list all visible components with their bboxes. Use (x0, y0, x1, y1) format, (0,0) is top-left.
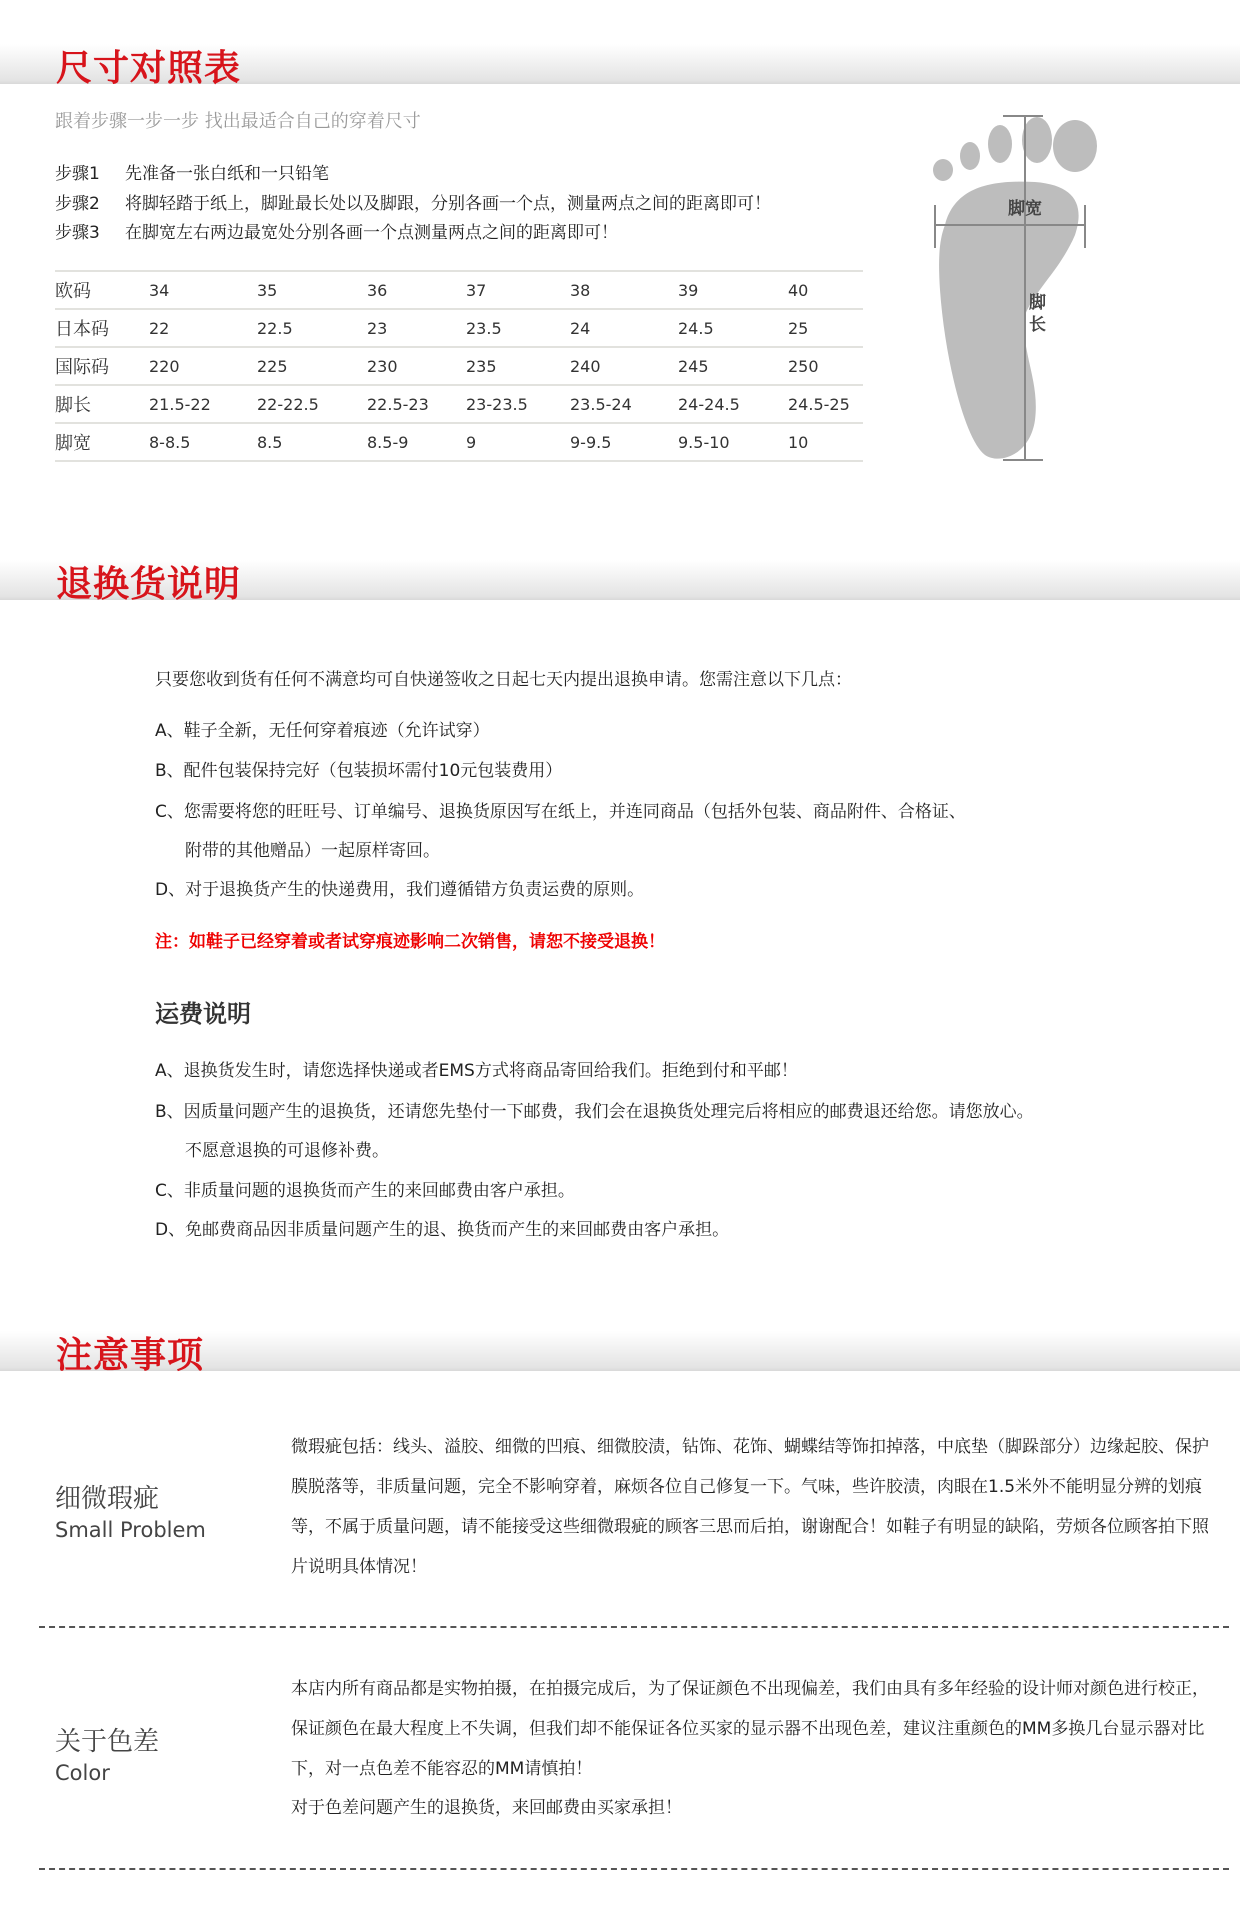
row-header: 脚宽 (55, 423, 149, 461)
size-cell: 245 (678, 347, 788, 385)
color-label: 关于色差 (55, 1727, 160, 1757)
size-table-row (55, 347, 863, 385)
step-label: 步骤3 (55, 223, 100, 243)
foot-length-label: 长 (1029, 315, 1046, 335)
size-cell: 22.5 (257, 309, 367, 347)
size-cell: 10 (788, 423, 863, 461)
divider (39, 1868, 1229, 1870)
step-text: 在脚宽左右两边最宽处分别各画一个点测量两点之间的距离即可！ (125, 223, 618, 243)
return-item: A、鞋子全新，无任何穿着痕迹（允许试穿） (155, 721, 490, 741)
size-cell: 22 (149, 309, 257, 347)
return-intro: 只要您收到货有任何不满意均可自快递签收之日起七天内提出退换申请。您需注意以下几点： (155, 670, 852, 690)
toe (1053, 120, 1097, 172)
foot-diagram (925, 110, 1105, 470)
size-cell: 21.5-22 (149, 385, 257, 423)
row-header: 日本码 (55, 309, 149, 347)
size-cell: 9 (466, 423, 570, 461)
size-cell: 37 (466, 271, 570, 309)
size-cell: 24.5-25 (788, 385, 863, 423)
color-text: 本店内所有商品都是实物拍摄，在拍摄完成后，为了保证颜色不出现偏差，我们由具有多年经验的设计师对颜色进行校正，保证颜色在最大程度上不失调，但我们却不能保证各位买家的显示器不出现色差，建议注重颜色的MM多换几台显示器对比下，对一点色差不能容忍的MM请慎拍！ (291, 1679, 1209, 1779)
size-cell: 8-8.5 (149, 423, 257, 461)
return-item: 附带的其他赠品）一起原样寄回。 (185, 841, 440, 861)
size-cell: 23.5 (466, 309, 570, 347)
foot-width-label: 脚宽 (1008, 199, 1042, 219)
size-cell: 235 (466, 347, 570, 385)
size-cell: 9-9.5 (570, 423, 678, 461)
toe (960, 142, 980, 170)
step-label: 步骤2 (55, 194, 100, 214)
return-item: D、对于退换货产生的快递费用，我们遵循错方负责运费的原则。 (155, 880, 645, 900)
step-text: 将脚轻踏于纸上，脚趾最长处以及脚跟，分别各画一个点，测量两点之间的距离即可！ (125, 194, 771, 214)
size-cell: 23-23.5 (466, 385, 570, 423)
size-cell: 9.5-10 (678, 423, 788, 461)
return-item: C、您需要将您的旺旺号、订单编号、退换货原因写在纸上，并连同商品（包括外包装、商品附件、合格证、 (155, 802, 966, 822)
toe (933, 159, 953, 181)
size-cell: 25 (788, 309, 863, 347)
size-table-row (55, 309, 863, 347)
size-cell: 35 (257, 271, 367, 309)
step-text: 先准备一张白纸和一只铅笔 (125, 164, 329, 184)
size-chart-subtitle: 跟着步骤一步一步 找出最适合自己的穿着尺寸 (55, 111, 421, 132)
shipping-item: B、因质量问题产生的退换货，还请您先垫付一下邮费，我们会在退换货处理完后将相应的邮费退还给您。请您放心。 (155, 1102, 1034, 1122)
size-cell: 40 (788, 271, 863, 309)
return-item: B、配件包装保持完好（包装损坏需付10元包装费用） (155, 761, 563, 781)
toe (988, 125, 1012, 163)
size-cell: 24 (570, 309, 678, 347)
size-cell: 38 (570, 271, 678, 309)
size-cell: 250 (788, 347, 863, 385)
notice-title: 注意事项 (56, 1335, 205, 1376)
size-table (55, 270, 863, 462)
size-table-row (55, 385, 863, 423)
size-cell: 225 (257, 347, 367, 385)
color-label-en: Color (55, 1761, 110, 1785)
size-cell: 24-24.5 (678, 385, 788, 423)
size-table-row (55, 423, 863, 461)
small-problem-label-en: Small Problem (55, 1518, 206, 1542)
row-header: 欧码 (55, 271, 149, 309)
shipping-item: D、免邮费商品因非质量问题产生的退、换货而产生的来回邮费由客户承担。 (155, 1220, 730, 1240)
size-cell: 24.5 (678, 309, 788, 347)
size-cell: 240 (570, 347, 678, 385)
small-problem-label: 细微瑕疵 (55, 1484, 160, 1514)
shipping-item: 不愿意退换的可退修补费。 (185, 1141, 389, 1161)
foot-length-label: 脚 (1029, 293, 1046, 313)
size-table-row (55, 271, 863, 309)
size-cell: 23.5-24 (570, 385, 678, 423)
return-note: 注：如鞋子已经穿着或者试穿痕迹影响二次销售，请恕不接受退换！ (155, 932, 665, 952)
shipping-item: C、非质量问题的退换货而产生的来回邮费由客户承担。 (155, 1181, 575, 1201)
size-cell: 220 (149, 347, 257, 385)
size-cell: 8.5 (257, 423, 367, 461)
size-cell: 23 (367, 309, 466, 347)
divider (39, 1626, 1229, 1628)
row-header: 脚长 (55, 385, 149, 423)
size-cell: 36 (367, 271, 466, 309)
size-cell: 34 (149, 271, 257, 309)
sole (939, 182, 1079, 459)
small-problem-text: 微瑕疵包括：线头、溢胶、细微的凹痕、细微胶渍，钻饰、花饰、蝴蝶结等饰扣掉落，中底垫（脚跺部分）边缘起胶、保护膜脱落等，非质量问题，完全不影响穿着，麻烦各位自己修复一下。气味，些许胶渍，肉眼在1.5米外不能明显分辨的划痕等，不属于质量问题，请不能接受这些细微瑕疵的顾客三思而后拍，谢谢配合！如鞋子有明显的缺陷，劳烦各位顾客拍下照片说明具体情况！ (291, 1437, 1209, 1577)
return-title: 退换货说明 (56, 564, 242, 605)
size-cell: 230 (367, 347, 466, 385)
color-text-2: 对于色差问题产生的退换货，来回邮费由买家承担！ (291, 1798, 682, 1818)
step-label: 步骤1 (55, 164, 100, 184)
size-cell: 22.5-23 (367, 385, 466, 423)
shipping-title: 运费说明 (155, 1000, 251, 1028)
size-cell: 8.5-9 (367, 423, 466, 461)
size-chart-title: 尺寸对照表 (56, 48, 242, 89)
row-header: 国际码 (55, 347, 149, 385)
size-cell: 39 (678, 271, 788, 309)
size-cell: 22-22.5 (257, 385, 367, 423)
toe (1022, 117, 1052, 163)
shipping-item: A、退换货发生时，请您选择快递或者EMS方式将商品寄回给我们。拒绝到付和平邮！ (155, 1061, 798, 1081)
